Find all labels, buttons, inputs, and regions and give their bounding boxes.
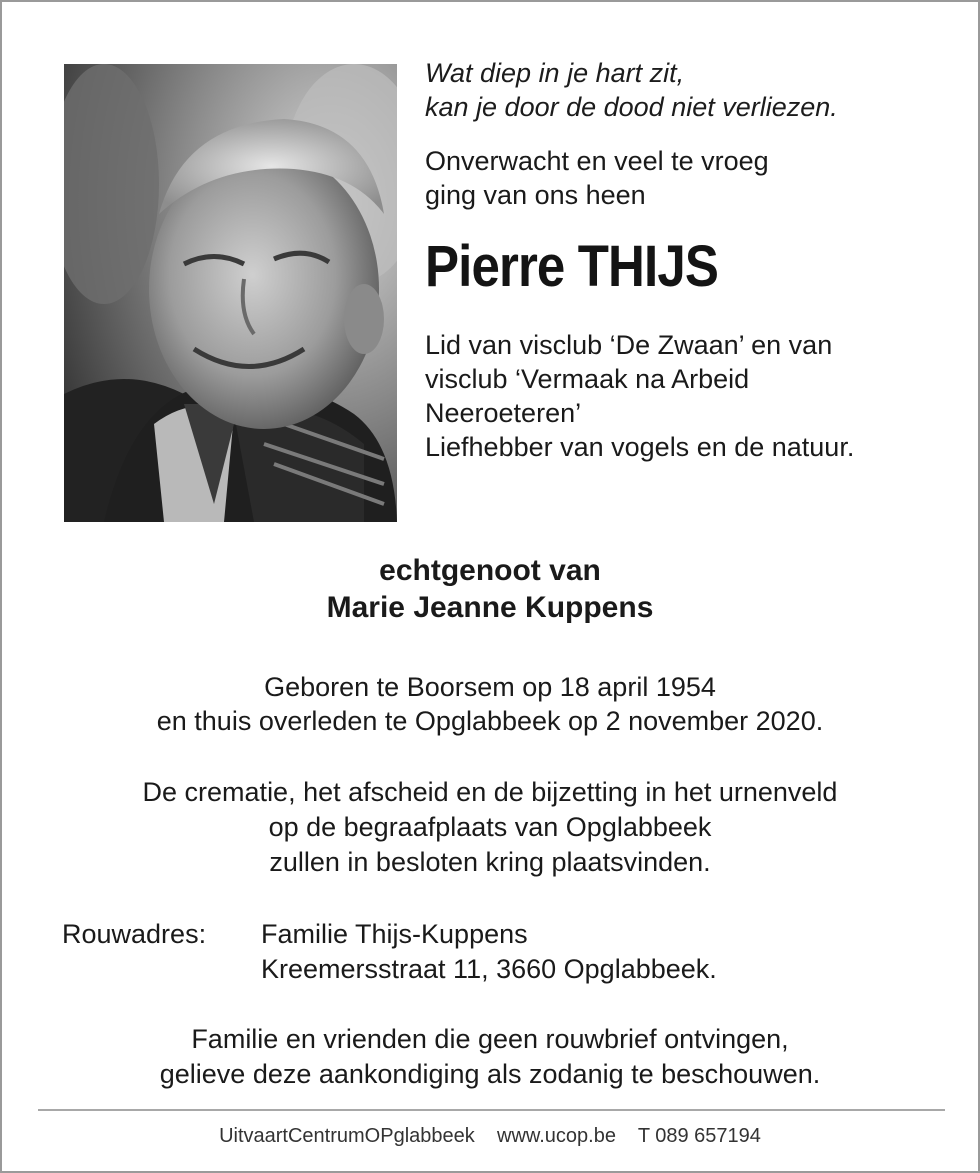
portrait-image — [64, 64, 397, 522]
funeral-line: zullen in besloten kring plaatsvinden. — [269, 847, 711, 877]
notice-line: Familie en vrienden die geen rouwbrief ontvingen, — [191, 1024, 789, 1054]
memorial-quote — [425, 56, 955, 124]
biography — [425, 328, 955, 464]
intro-line: Onverwacht en veel te vroeg — [425, 146, 769, 176]
bio-line: Liefhebber van vogels en de natuur. — [425, 432, 855, 462]
deceased-name: Pierre THIJS — [425, 234, 718, 299]
footer — [2, 1124, 978, 1148]
notice-line: gelieve deze aankondiging als zodanig te beschouwen. — [159, 1059, 821, 1089]
website-link[interactable]: www.ucop.be — [497, 1125, 616, 1147]
spouse-block — [2, 552, 978, 626]
phone-number: T 089 657194 — [637, 1125, 761, 1147]
address-line: Kreemersstraat 11, 3660 Opglabbeek. — [261, 954, 717, 984]
bio-line: visclub ‘Vermaak na Arbeid — [425, 364, 750, 394]
funeral-info — [2, 775, 978, 880]
portrait-photo — [64, 64, 397, 522]
address-label: Rouwadres: — [62, 919, 207, 949]
funeral-home-name: UitvaartCentrumOPglabbeek — [219, 1125, 475, 1147]
footer-divider — [38, 1109, 945, 1111]
quote-line: Wat diep in je hart zit, — [425, 58, 685, 88]
address-value — [261, 917, 717, 987]
funeral-line: op de begraafplaats van Opglabbeek — [268, 812, 712, 842]
death-line: en thuis overleden te Opglabbeek op 2 november 2020. — [156, 706, 824, 736]
closing-notice — [2, 1022, 978, 1092]
birth-line: Geboren te Boorsem op 18 april 1954 — [264, 672, 716, 702]
bio-line: Neeroeteren’ — [425, 398, 582, 428]
birth-death-info — [2, 670, 978, 738]
intro-line: ging van ons heen — [425, 180, 646, 210]
spouse-relation: echtgenoot van — [379, 554, 601, 587]
spouse-name: Marie Jeanne Kuppens — [326, 591, 654, 624]
header-text-column — [425, 56, 955, 464]
funeral-line: De crematie, het afscheid en de bijzetting in het urnenveld — [142, 777, 838, 807]
intro-text — [425, 144, 955, 212]
address-line: Familie Thijs-Kuppens — [261, 919, 528, 949]
bio-line: Lid van visclub ‘De Zwaan’ en van — [425, 330, 833, 360]
quote-line: kan je door de dood niet verliezen. — [425, 92, 838, 122]
